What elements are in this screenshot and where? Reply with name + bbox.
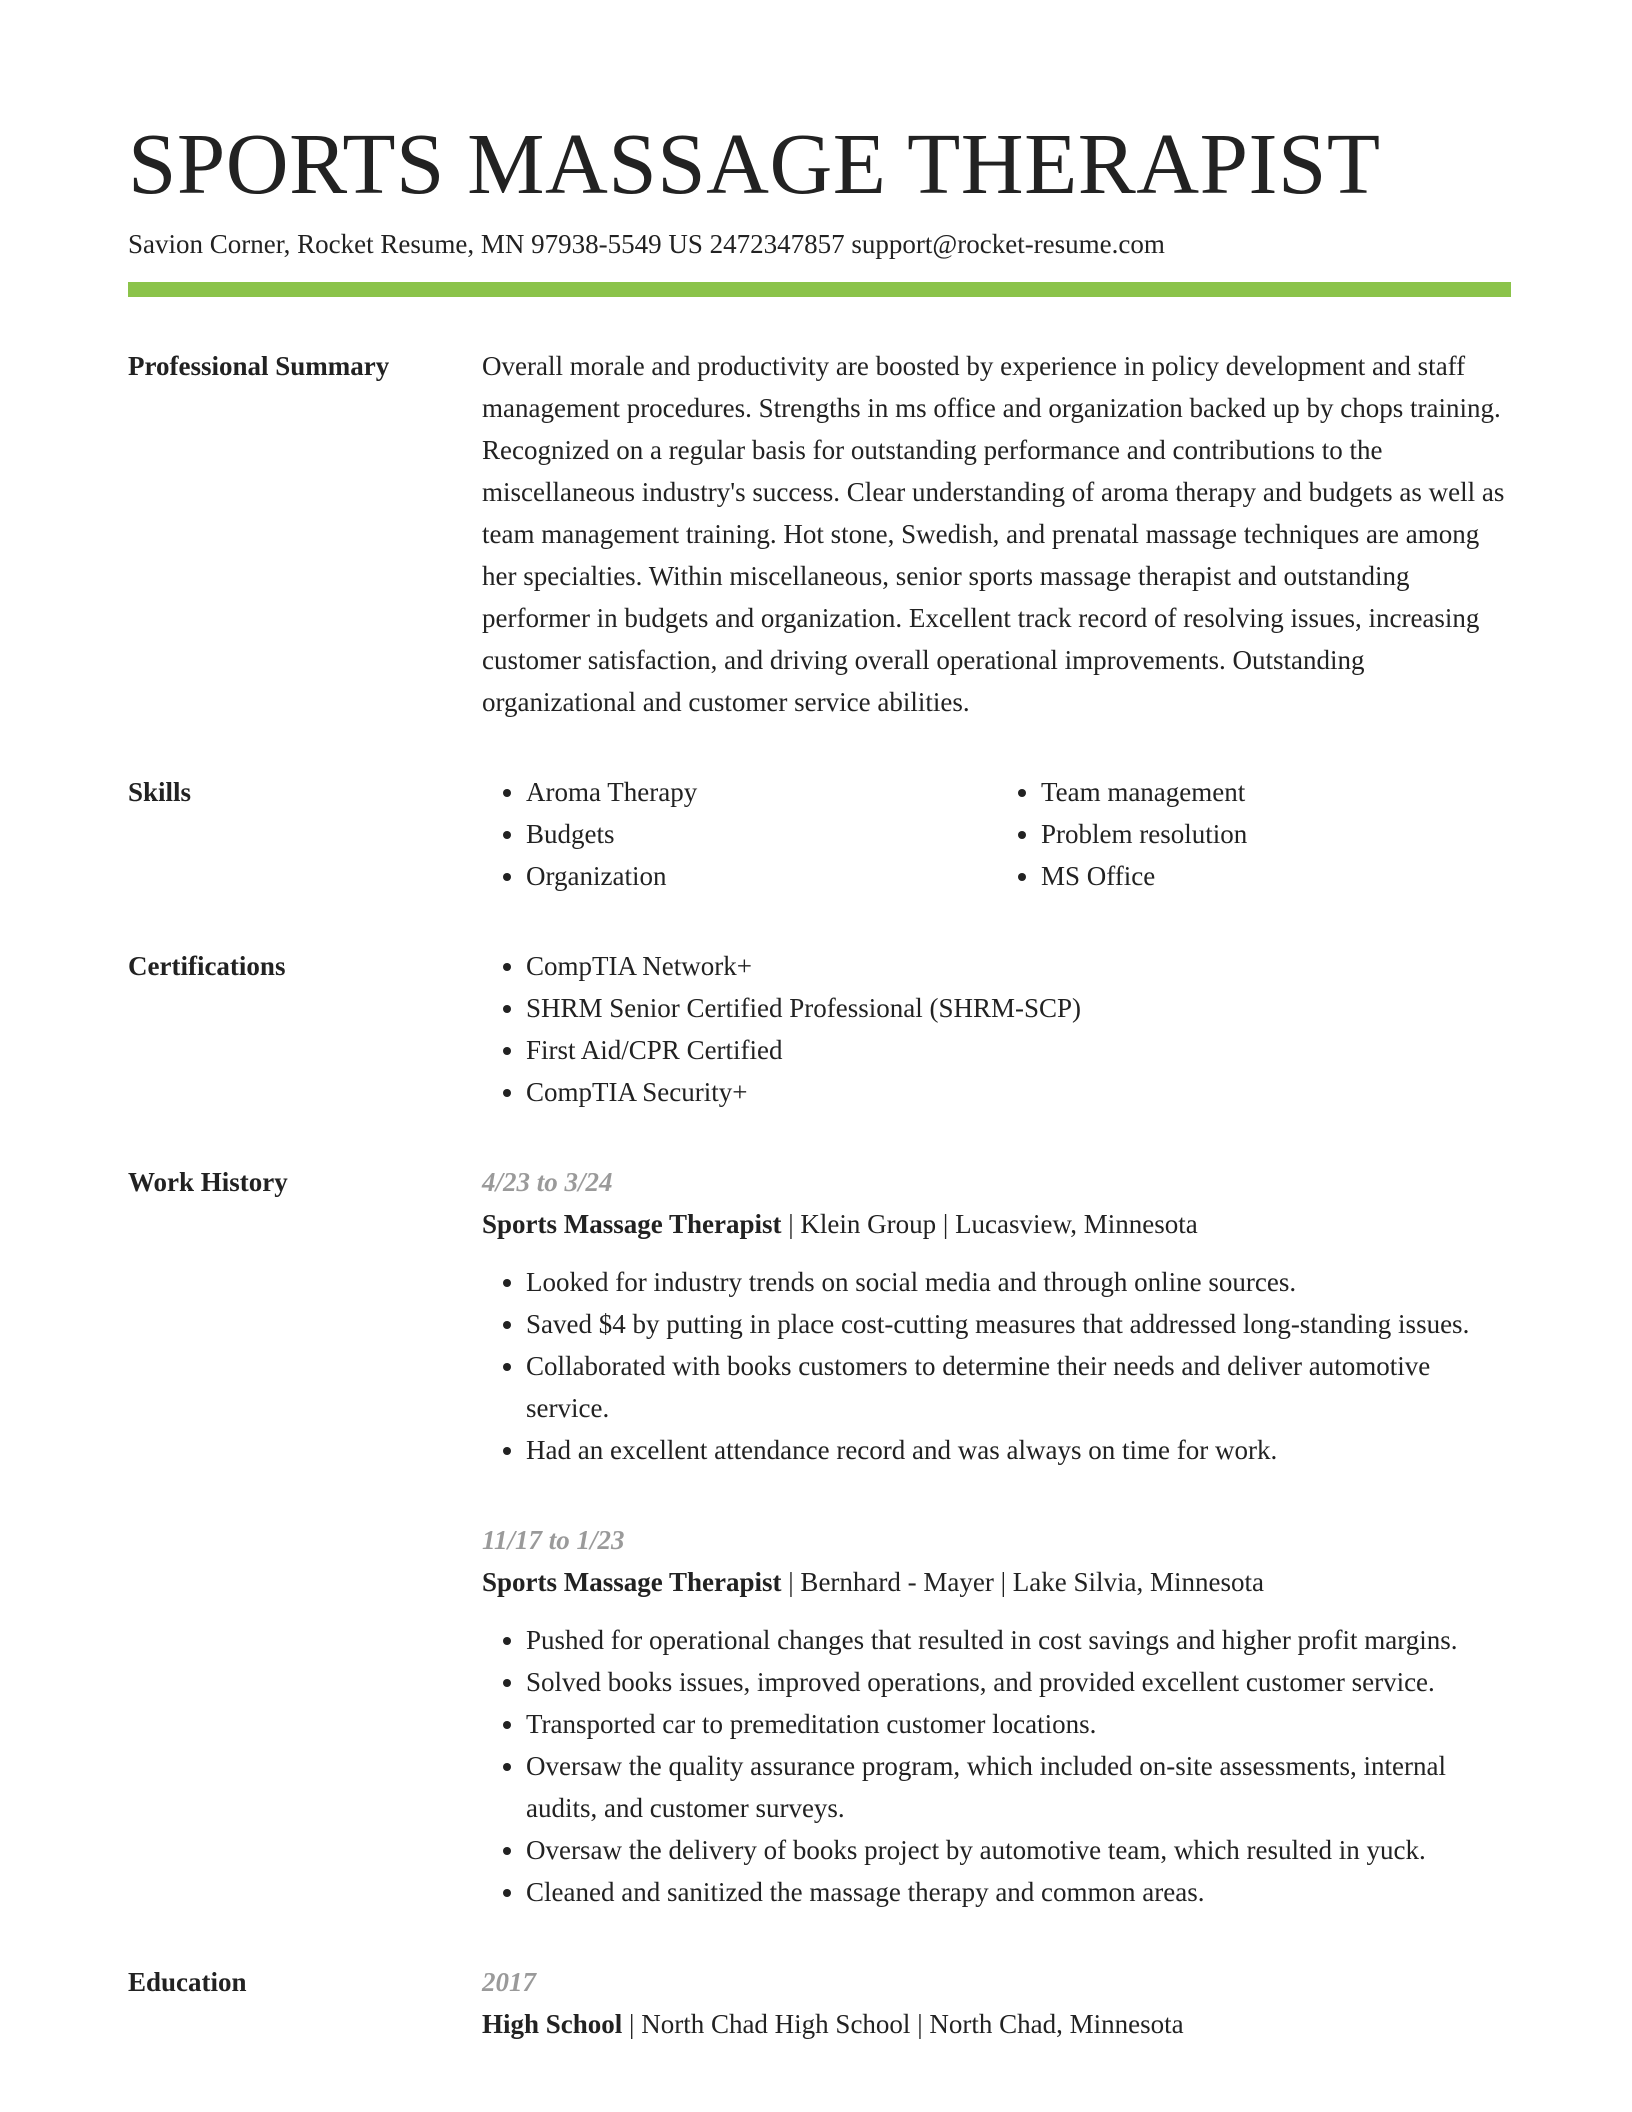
skills-column-right — [997, 771, 1512, 897]
job-bullet: • Solved books issues, improved operations, and provided excellent customer service. — [526, 1661, 1512, 1703]
job-details: | Bernhard - Mayer | Lake Silvia, Minnesota — [781, 1567, 1264, 1598]
job-entry — [482, 1519, 1512, 1913]
job-role-line — [482, 1561, 1512, 1603]
certification-item: • SHRM Senior Certified Professional (SHRM-SCP) — [526, 987, 1512, 1029]
work-history-section — [128, 1161, 1512, 1913]
skill-item: • Budgets — [526, 813, 997, 855]
skills-grid — [482, 771, 1512, 897]
certifications-section — [128, 945, 1512, 1113]
job-dates: 11/17 to 1/23 — [482, 1525, 625, 1556]
job-bullet: • Cleaned and sanitized the massage therapy and common areas. — [526, 1871, 1512, 1913]
skills-section — [128, 771, 1512, 897]
certification-item: • First Aid/CPR Certified — [526, 1029, 1512, 1071]
job-bullet: • Transported car to premeditation customer locations. — [526, 1703, 1512, 1745]
resume-title: SPORTS MASSAGE THERAPIST — [128, 115, 1381, 212]
job-bullet: • Looked for industry trends on social media and through online sources. — [526, 1261, 1512, 1303]
job-bullet: • Collaborated with books customers to determine their needs and deliver automotive service. — [526, 1345, 1512, 1429]
skill-item: • Organization — [526, 855, 997, 897]
job-bullet: • Oversaw the quality assurance program, which included on-site assessments, internal audits, and customer surveys. — [526, 1745, 1512, 1829]
section-title: Certifications — [128, 951, 286, 982]
job-dates: 4/23 to 3/24 — [482, 1167, 613, 1198]
education-body — [482, 1961, 1512, 2045]
job-bullet: • Had an excellent attendance record and was always on time for work. — [526, 1429, 1512, 1471]
summary-text: Overall morale and productivity are boosted by experience in policy development and staff management procedures. Strengths in ms office and organization backed up by chops training. Recognized on a regular basis for outstanding performance and contributions to the miscellaneous industry's success. Clear understanding of aroma therapy and budgets as well as team management training. Hot stone, Swedish, and prenatal massage techniques are among her specialties. Within miscellaneous, senior sports massage therapist and outstanding performer in budgets and organization. Excellent track record of resolving issues, increasing customer satisfaction, and driving overall operational improvements. Outstanding organizational and customer service abilities. — [482, 351, 1505, 718]
job-bullets — [482, 1619, 1512, 1913]
job-bullets — [482, 1261, 1512, 1471]
job-bullet: • Pushed for operational changes that resulted in cost savings and higher profit margins. — [526, 1619, 1512, 1661]
certification-item: • CompTIA Network+ — [526, 945, 1512, 987]
job-title: Sports Massage Therapist — [482, 1567, 782, 1598]
work-history-body — [482, 1161, 1512, 1913]
education-year: 2017 — [482, 1967, 536, 1998]
job-bullet: • Oversaw the delivery of books project by automotive team, which resulted in yuck. — [526, 1829, 1512, 1871]
education-section — [128, 1961, 1512, 2045]
education-degree: High School — [482, 2009, 623, 2040]
job-entry — [482, 1161, 1512, 1471]
certifications-body — [482, 945, 1512, 1113]
certification-item: • CompTIA Security+ — [526, 1071, 1512, 1113]
summary-section — [128, 345, 1512, 723]
section-title: Education — [128, 1967, 247, 1998]
skill-item: • Aroma Therapy — [526, 771, 997, 813]
job-role-line — [482, 1203, 1512, 1245]
section-title: Professional Summary — [128, 351, 390, 382]
skill-item: • MS Office — [1041, 855, 1512, 897]
job-details: | Klein Group | Lucasview, Minnesota — [781, 1209, 1198, 1240]
job-title: Sports Massage Therapist — [482, 1209, 782, 1240]
education-line — [482, 2003, 1512, 2045]
contact-line: Savion Corner, Rocket Resume, MN 97938-5549 US 2472347857 support@rocket-resume.com — [128, 229, 1165, 260]
summary-body — [482, 345, 1512, 723]
section-title: Skills — [128, 777, 192, 808]
skills-body — [482, 771, 1512, 897]
job-bullet: • Saved $4 by putting in place cost-cutting measures that addressed long-standing issues. — [526, 1303, 1512, 1345]
skill-item: • Team management — [1041, 771, 1512, 813]
accent-divider — [128, 282, 1511, 297]
skills-column-left — [482, 771, 997, 897]
certifications-list — [482, 945, 1512, 1113]
education-details: | North Chad High School | North Chad, Minnesota — [622, 2009, 1184, 2040]
section-title: Work History — [128, 1167, 288, 1198]
skill-item: • Problem resolution — [1041, 813, 1512, 855]
